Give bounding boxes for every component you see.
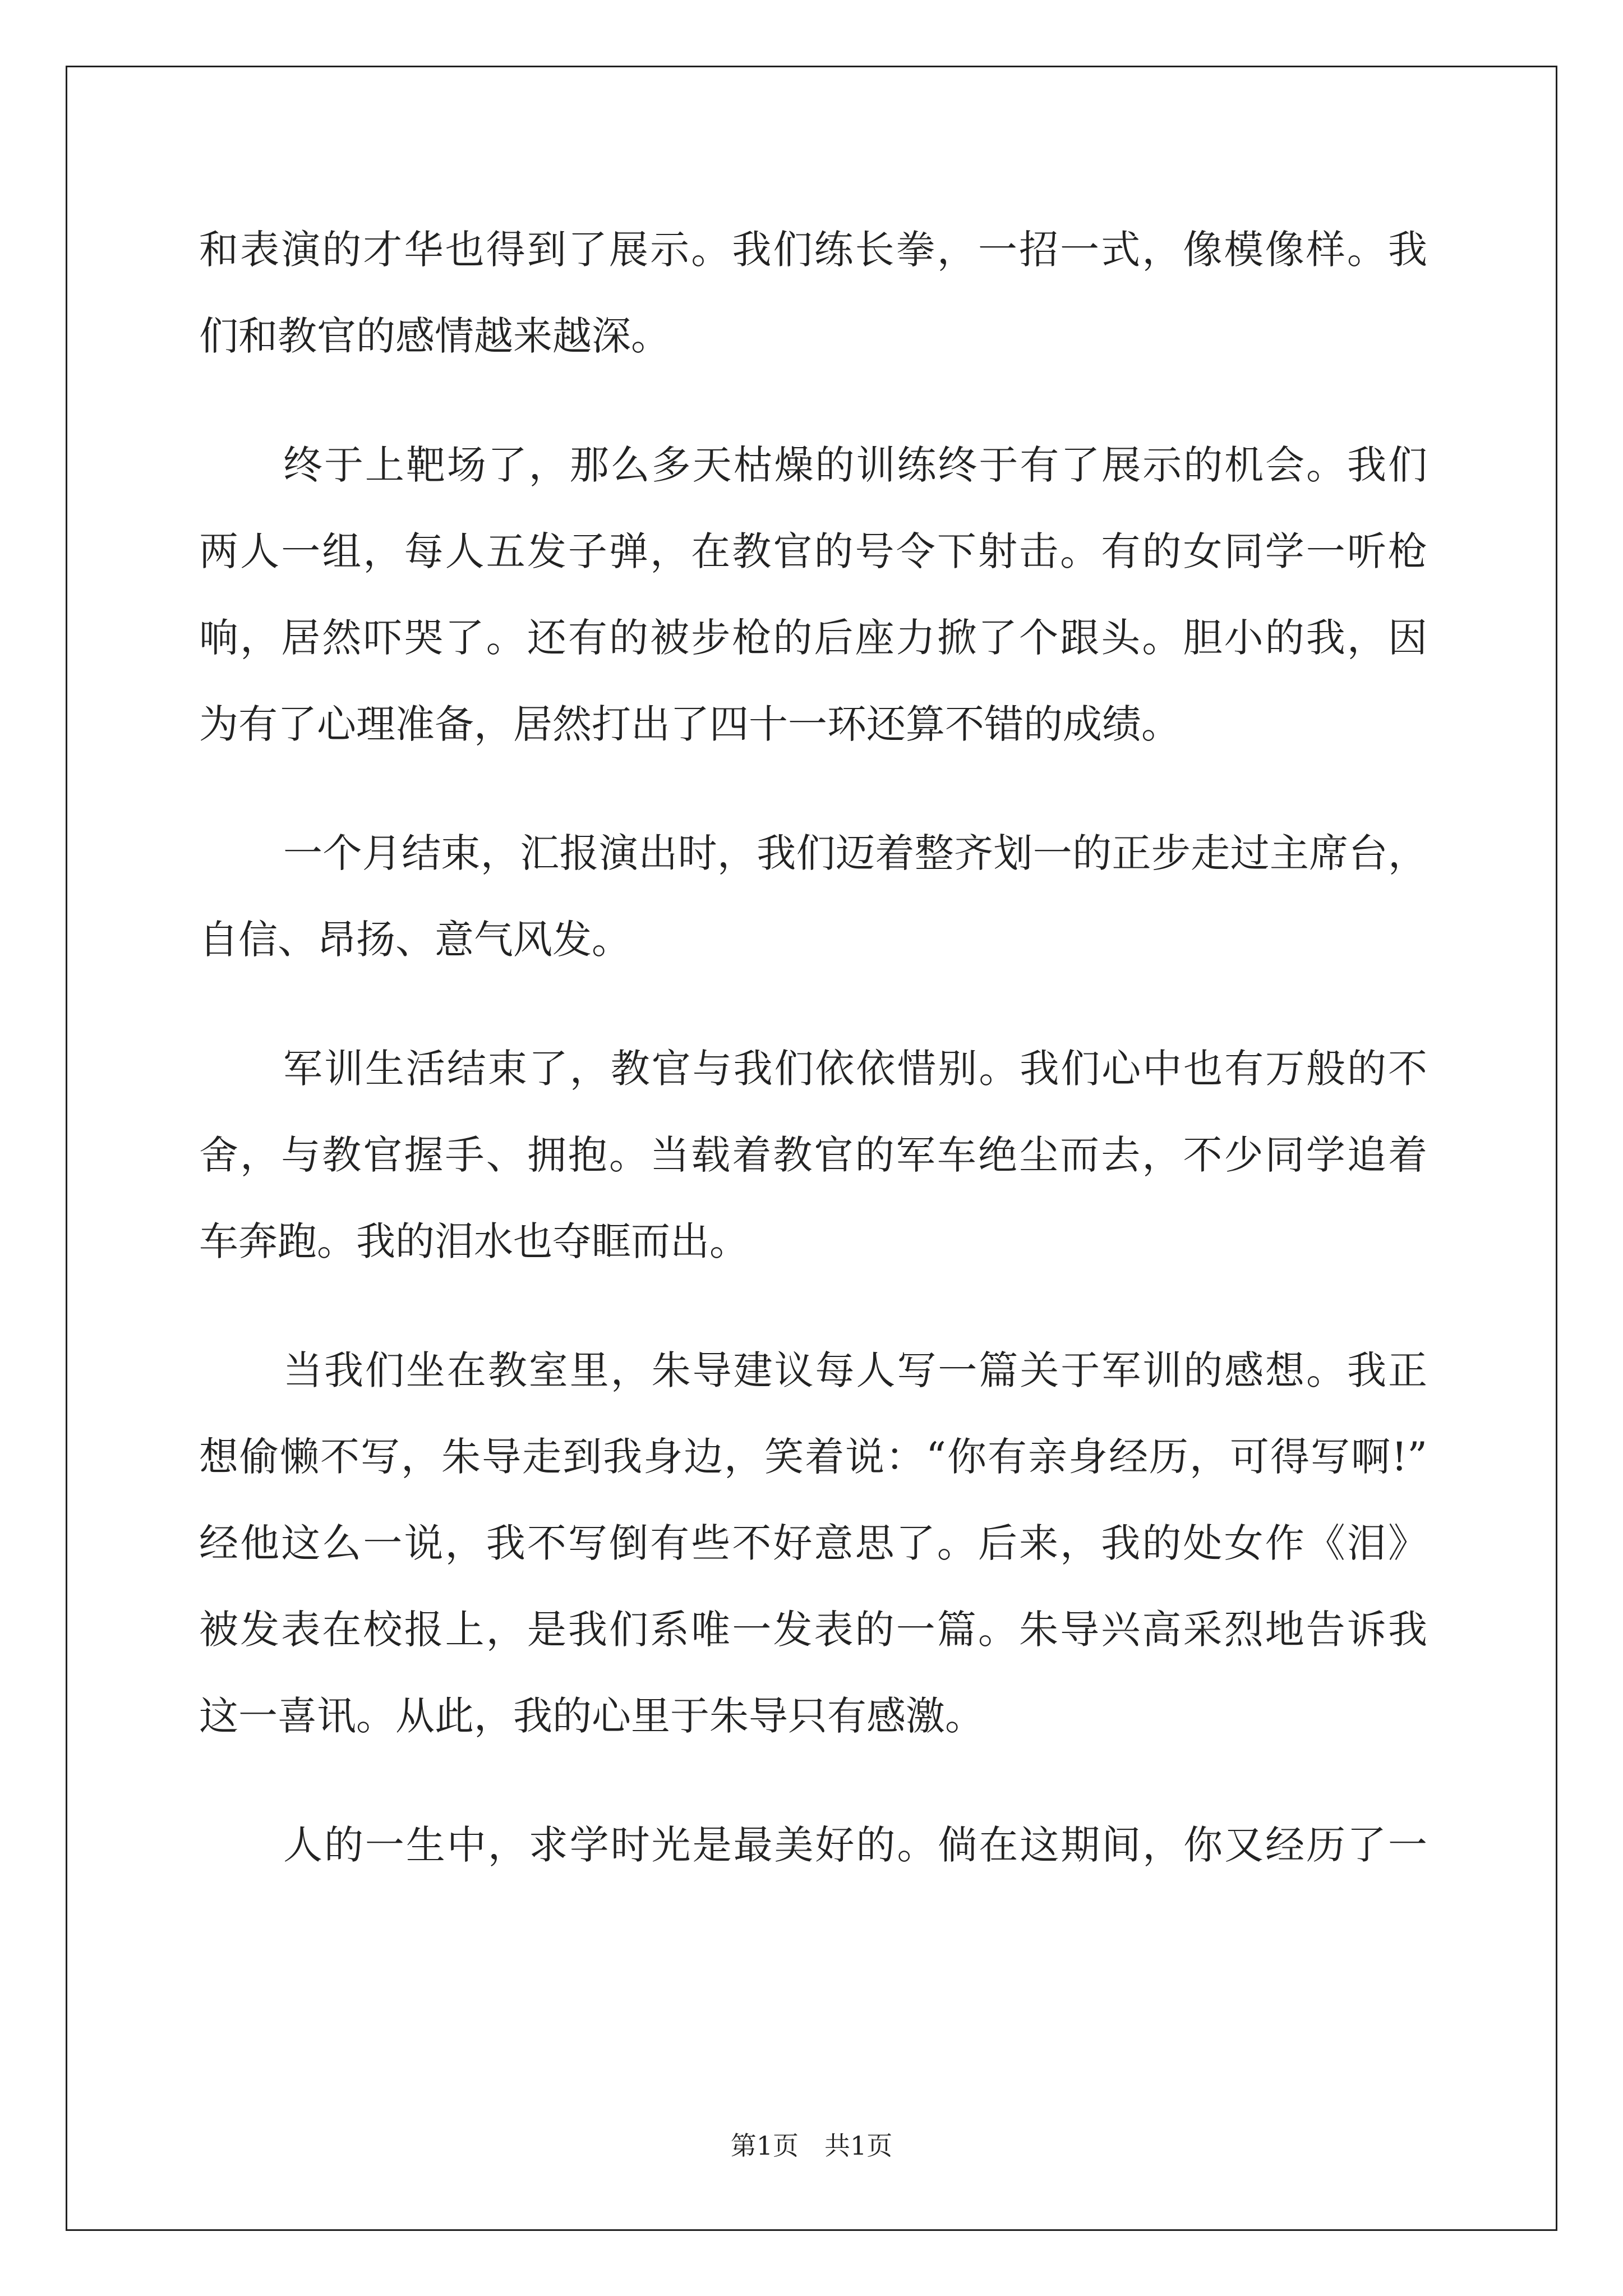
text-line: 两人一组，每人五发子弹，在教官的号令下射击。有的女同学一听枪: [199, 528, 1427, 574]
paragraph-first-line: 军训生活结束了，教官与我们依依惜别。我们心中也有万般的不: [283, 1046, 1427, 1092]
page-number-footer: 第1页 共1页: [730, 2131, 893, 2161]
text-line: 们和教官的感情越来越深。: [199, 313, 670, 359]
text-line: 舍，与教官握手、拥抱。当载着教官的军车绝尘而去，不少同学追着: [199, 1132, 1427, 1178]
text-line: 被发表在校报上，是我们系唯一发表的一篇。朱导兴高采烈地告诉我: [199, 1607, 1427, 1653]
text-line: 自信、昂扬、意气风发。: [199, 917, 631, 963]
paragraph-first-line: 人的一生中，求学时光是最美好的。倘在这期间，你又经历了一: [283, 1822, 1427, 1868]
text-line: 和表演的才华也得到了展示。我们练长拳，一招一式，像模像样。我: [199, 227, 1427, 273]
text-line: 想偷懒不写，朱导走到我身边，笑着说：“你有亲身经历，可得写啊!”: [199, 1434, 1427, 1480]
text-line: 车奔跑。我的泪水也夺眶而出。: [199, 1218, 749, 1264]
text-line: 这一喜讯。从此，我的心里于朱导只有感激。: [199, 1693, 984, 1739]
text-line: 为有了心理准备，居然打出了四十一环还算不错的成绩。: [199, 701, 1181, 747]
text-line: 经他这么一说，我不写倒有些不好意思了。后来，我的处女作《泪》: [199, 1520, 1427, 1566]
paragraph-first-line: 终于上靶场了，那么多天枯燥的训练终于有了展示的机会。我们: [283, 442, 1427, 488]
paragraph-first-line: 当我们坐在教室里，朱导建议每人写一篇关于军训的感想。我正: [283, 1347, 1427, 1393]
paragraph-first-line: 一个月结束，汇报演出时，我们迈着整齐划一的正步走过主席台，: [283, 830, 1427, 876]
text-line: 响，居然吓哭了。还有的被步枪的后座力掀了个跟头。胆小的我，因: [199, 615, 1427, 661]
